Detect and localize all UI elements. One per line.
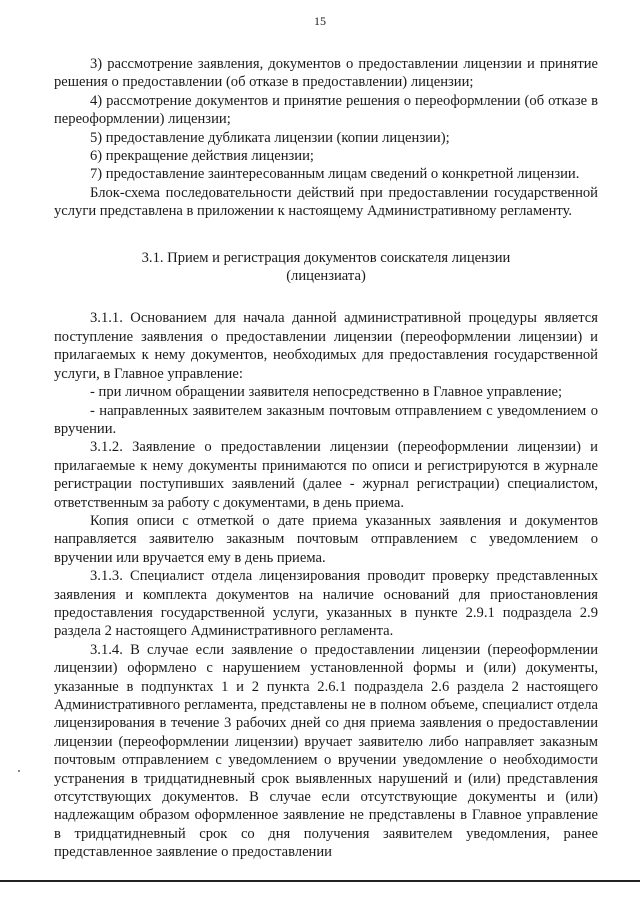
list-item: 6) прекращение действия лицензии; <box>90 148 314 165</box>
paragraph: - направленных заявителем заказным почтовым отправлением с уведомлением о вручении. <box>54 402 598 437</box>
paragraph: 3.1.1. Основанием для начала данной административной процедуры является поступление заявления о предоставлении лицензии (переоформлении лицензии) и прилагаемых к нему документов, необходимых для предоставления государственной услуги, в Главное управление: <box>54 310 598 382</box>
paragraph: 3.1.3. Специалист отдела лицензирования проводит проверку представленных заявления и комплекта документов на наличие оснований для приостановления предоставления государственной услуги, указанных в пункте 2.9.1 подраздела 2.9 раздела 2 настоящего Административного регламента. <box>54 568 598 640</box>
paragraph: Копия описи с отметкой о дате приема указанных заявления и документов направляется заявителю заказным почтовым отправлением с уведомлением о вручении или вручается ему в день приема. <box>54 512 598 566</box>
section-heading: 3.1. Прием и регистрация документов соискателя лицензии (лицензиата) <box>141 249 511 285</box>
list-item: 7) предоставление заинтересованным лицам сведений о конкретной лицензии. <box>90 166 580 183</box>
page-bottom-rule <box>0 880 640 882</box>
flowchart-note: Блок-схема последовательности действий при предоставлении государственной услуги представлена в приложении к настоящему Административному регламенту. <box>54 184 598 220</box>
paragraph: 3.1.2. Заявление о предоставлении лицензии (переоформлении лицензии) и прилагаемые к нему документы принимаются по описи и регистрируются в журнале регистрации поступивших заявлений (далее - журнал регистрации) специалистом, ответственным за работу с документами, в день приема. <box>54 439 598 511</box>
document-body <box>54 55 598 862</box>
page-number: 15 <box>314 14 326 28</box>
list-item: 5) предоставление дубликата лицензии (копии лицензии); <box>90 129 450 146</box>
paragraph: 3.1.4. В случае если заявление о предоставлении лицензии (переоформлении лицензии) оформлено с нарушением установленной формы и (или) документы, указанные в подпунктах 1 и 2 пункта 2.6.1 подраздела 2.6 раздела 2 настоящего Административного регламента, представлены не в полном объеме, специалист отдела лицензирования в течение 3 рабочих дней со дня приема заявления о предоставлении лицензии (переоформлении лицензии) вручает заявителю либо направляет заказным почтовым отправлением с уведомлением о вручении уведомление о необходимости устранения в тридцатидневный срок выявленных нарушений и (или) представления отсутствующих документов. В случае если отсутствующие документы и (или) надлежащим образом оформленное заявление не представлены в Главное управление в тридцатидневный срок со дня получения заявителем уведомления, ранее представленное заявление о предоставлении <box>54 641 598 861</box>
list-item: 3) рассмотрение заявления, документов о предоставлении лицензии и принятие решения о предоставлении (об отказе в предоставлении) лицензии; <box>54 56 598 91</box>
list-item: 4) рассмотрение документов и принятие решения о переоформлении (об отказе в переоформлении) лицензии; <box>54 92 598 128</box>
paragraph: - при личном обращении заявителя непосредственно в Главное управление; <box>90 384 563 401</box>
scan-speck <box>18 770 20 772</box>
